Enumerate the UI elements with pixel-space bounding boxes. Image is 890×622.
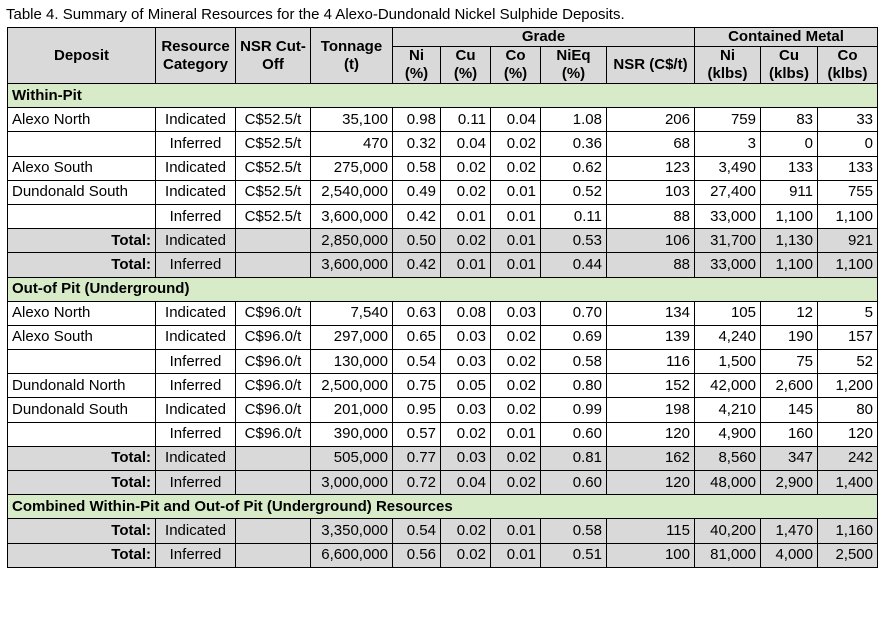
tonnage-cell: 3,000,000 (311, 471, 393, 495)
co-cell: 0.01 (491, 253, 541, 277)
cu-cell: 0.03 (441, 398, 491, 422)
ni-klbs-cell: 1,500 (695, 350, 761, 374)
nsr-cell: 123 (607, 156, 695, 180)
category-cell: Indicated (156, 398, 236, 422)
deposit-cell (8, 350, 156, 374)
table-row (8, 204, 878, 228)
co-klbs-cell: 242 (818, 446, 878, 470)
co-klbs-cell: 80 (818, 398, 878, 422)
nieq-cell: 0.70 (541, 301, 607, 325)
cutoff-cell: C$96.0/t (236, 325, 311, 349)
header-resource-category: Resource Category (156, 28, 236, 84)
co-klbs-cell: 5 (818, 301, 878, 325)
category-cell: Inferred (156, 132, 236, 156)
ni-cell: 0.65 (393, 325, 441, 349)
total-row (8, 543, 878, 567)
nsr-cell: 152 (607, 374, 695, 398)
table-row (8, 398, 878, 422)
cutoff-cell: C$52.5/t (236, 156, 311, 180)
cu-cell: 0.02 (441, 519, 491, 543)
category-cell: Indicated (156, 519, 236, 543)
co-cell: 0.02 (491, 398, 541, 422)
co-cell: 0.02 (491, 325, 541, 349)
nsr-cell: 206 (607, 108, 695, 132)
category-cell: Indicated (156, 229, 236, 253)
header-co-klbs: Co (klbs) (818, 47, 878, 84)
cutoff-cell (236, 446, 311, 470)
header-deposit: Deposit (8, 28, 156, 84)
header-nsr-cutoff: NSR Cut-Off (236, 28, 311, 84)
deposit-cell: Alexo South (8, 325, 156, 349)
co-klbs-cell: 33 (818, 108, 878, 132)
nsr-cell: 88 (607, 204, 695, 228)
cu-cell: 0.01 (441, 204, 491, 228)
ni-cell: 0.72 (393, 471, 441, 495)
co-cell: 0.01 (491, 204, 541, 228)
ni-cell: 0.42 (393, 253, 441, 277)
cu-cell: 0.02 (441, 180, 491, 204)
total-label: Total: (8, 253, 156, 277)
nsr-cell: 88 (607, 253, 695, 277)
table-body (8, 84, 878, 568)
table-row (8, 374, 878, 398)
nieq-cell: 0.62 (541, 156, 607, 180)
cutoff-cell (236, 543, 311, 567)
nsr-cell: 115 (607, 519, 695, 543)
nsr-cell: 139 (607, 325, 695, 349)
co-cell: 0.01 (491, 519, 541, 543)
cutoff-cell: C$96.0/t (236, 422, 311, 446)
co-klbs-cell: 1,100 (818, 253, 878, 277)
tonnage-cell: 2,850,000 (311, 229, 393, 253)
cutoff-cell: C$96.0/t (236, 350, 311, 374)
ni-klbs-cell: 759 (695, 108, 761, 132)
total-label: Total: (8, 471, 156, 495)
table-row (8, 422, 878, 446)
nsr-cell: 120 (607, 422, 695, 446)
nieq-cell: 0.60 (541, 471, 607, 495)
co-cell: 0.02 (491, 132, 541, 156)
total-row (8, 253, 878, 277)
tonnage-cell: 7,540 (311, 301, 393, 325)
section-title: Out-of Pit (Underground) (8, 277, 878, 301)
tonnage-cell: 3,600,000 (311, 204, 393, 228)
nsr-cell: 162 (607, 446, 695, 470)
tonnage-cell: 297,000 (311, 325, 393, 349)
header-ni-klbs: Ni (klbs) (695, 47, 761, 84)
deposit-cell: Alexo South (8, 156, 156, 180)
nsr-cell: 100 (607, 543, 695, 567)
category-cell: Indicated (156, 325, 236, 349)
ni-klbs-cell: 8,560 (695, 446, 761, 470)
co-cell: 0.03 (491, 301, 541, 325)
cu-klbs-cell: 1,100 (761, 204, 818, 228)
co-cell: 0.02 (491, 350, 541, 374)
cu-klbs-cell: 1,100 (761, 253, 818, 277)
category-cell: Indicated (156, 156, 236, 180)
ni-klbs-cell: 42,000 (695, 374, 761, 398)
ni-cell: 0.98 (393, 108, 441, 132)
category-cell: Inferred (156, 471, 236, 495)
cu-klbs-cell: 0 (761, 132, 818, 156)
cutoff-cell: C$52.5/t (236, 132, 311, 156)
co-klbs-cell: 2,500 (818, 543, 878, 567)
ni-cell: 0.54 (393, 519, 441, 543)
nsr-cell: 134 (607, 301, 695, 325)
cu-klbs-cell: 4,000 (761, 543, 818, 567)
category-cell: Inferred (156, 253, 236, 277)
nieq-cell: 0.69 (541, 325, 607, 349)
category-cell: Inferred (156, 204, 236, 228)
section-title: Within-Pit (8, 84, 878, 108)
cu-klbs-cell: 1,130 (761, 229, 818, 253)
cutoff-cell: C$96.0/t (236, 374, 311, 398)
table-row (8, 180, 878, 204)
header-co-pct: Co (%) (491, 47, 541, 84)
co-cell: 0.02 (491, 374, 541, 398)
co-cell: 0.04 (491, 108, 541, 132)
cu-klbs-cell: 83 (761, 108, 818, 132)
ni-cell: 0.95 (393, 398, 441, 422)
cu-klbs-cell: 347 (761, 446, 818, 470)
ni-cell: 0.58 (393, 156, 441, 180)
ni-cell: 0.57 (393, 422, 441, 446)
category-cell: Inferred (156, 350, 236, 374)
cu-klbs-cell: 133 (761, 156, 818, 180)
section-header-row (8, 277, 878, 301)
tonnage-cell: 505,000 (311, 446, 393, 470)
table-row (8, 132, 878, 156)
deposit-cell: Dundonald North (8, 374, 156, 398)
co-klbs-cell: 120 (818, 422, 878, 446)
table-row (8, 156, 878, 180)
cu-cell: 0.04 (441, 471, 491, 495)
header-cu-pct: Cu (%) (441, 47, 491, 84)
ni-cell: 0.63 (393, 301, 441, 325)
mineral-resources-table (7, 27, 878, 568)
ni-cell: 0.32 (393, 132, 441, 156)
tonnage-cell: 201,000 (311, 398, 393, 422)
header-contained-metal: Contained Metal (695, 28, 878, 47)
cu-cell: 0.02 (441, 156, 491, 180)
nsr-cell: 68 (607, 132, 695, 156)
cu-klbs-cell: 2,600 (761, 374, 818, 398)
nieq-cell: 0.53 (541, 229, 607, 253)
cutoff-cell: C$52.5/t (236, 180, 311, 204)
header-grade: Grade (393, 28, 695, 47)
total-row (8, 471, 878, 495)
nieq-cell: 0.80 (541, 374, 607, 398)
ni-klbs-cell: 31,700 (695, 229, 761, 253)
tonnage-cell: 470 (311, 132, 393, 156)
cu-cell: 0.02 (441, 229, 491, 253)
nieq-cell: 0.99 (541, 398, 607, 422)
tonnage-cell: 130,000 (311, 350, 393, 374)
cu-cell: 0.08 (441, 301, 491, 325)
tonnage-cell: 390,000 (311, 422, 393, 446)
co-klbs-cell: 52 (818, 350, 878, 374)
section-header-row (8, 84, 878, 108)
co-klbs-cell: 0 (818, 132, 878, 156)
category-cell: Inferred (156, 374, 236, 398)
cutoff-cell: C$96.0/t (236, 398, 311, 422)
category-cell: Inferred (156, 422, 236, 446)
co-cell: 0.01 (491, 180, 541, 204)
cutoff-cell (236, 519, 311, 543)
cu-cell: 0.11 (441, 108, 491, 132)
ni-klbs-cell: 48,000 (695, 471, 761, 495)
tonnage-cell: 3,350,000 (311, 519, 393, 543)
tonnage-cell: 2,500,000 (311, 374, 393, 398)
header-nieq-pct: NiEq (%) (541, 47, 607, 84)
cu-cell: 0.04 (441, 132, 491, 156)
tonnage-cell: 275,000 (311, 156, 393, 180)
ni-cell: 0.54 (393, 350, 441, 374)
ni-klbs-cell: 3,490 (695, 156, 761, 180)
category-cell: Indicated (156, 446, 236, 470)
tonnage-cell: 6,600,000 (311, 543, 393, 567)
co-klbs-cell: 133 (818, 156, 878, 180)
co-klbs-cell: 1,160 (818, 519, 878, 543)
ni-klbs-cell: 81,000 (695, 543, 761, 567)
cutoff-cell: C$96.0/t (236, 301, 311, 325)
header-nsr: NSR (C$/t) (607, 47, 695, 84)
ni-klbs-cell: 4,900 (695, 422, 761, 446)
co-cell: 0.01 (491, 543, 541, 567)
category-cell: Inferred (156, 543, 236, 567)
tonnage-cell: 35,100 (311, 108, 393, 132)
ni-klbs-cell: 105 (695, 301, 761, 325)
header-ni-pct: Ni (%) (393, 47, 441, 84)
cu-klbs-cell: 12 (761, 301, 818, 325)
ni-klbs-cell: 4,210 (695, 398, 761, 422)
nsr-cell: 120 (607, 471, 695, 495)
cu-klbs-cell: 145 (761, 398, 818, 422)
nieq-cell: 0.58 (541, 350, 607, 374)
nieq-cell: 0.60 (541, 422, 607, 446)
cu-klbs-cell: 1,470 (761, 519, 818, 543)
co-klbs-cell: 1,400 (818, 471, 878, 495)
ni-klbs-cell: 40,200 (695, 519, 761, 543)
nsr-cell: 116 (607, 350, 695, 374)
cu-cell: 0.01 (441, 253, 491, 277)
total-row (8, 229, 878, 253)
ni-klbs-cell: 4,240 (695, 325, 761, 349)
ni-cell: 0.77 (393, 446, 441, 470)
category-cell: Indicated (156, 180, 236, 204)
nieq-cell: 1.08 (541, 108, 607, 132)
ni-cell: 0.49 (393, 180, 441, 204)
ni-cell: 0.75 (393, 374, 441, 398)
co-cell: 0.02 (491, 156, 541, 180)
ni-cell: 0.42 (393, 204, 441, 228)
total-row (8, 519, 878, 543)
tonnage-cell: 3,600,000 (311, 253, 393, 277)
co-cell: 0.01 (491, 229, 541, 253)
nieq-cell: 0.44 (541, 253, 607, 277)
ni-klbs-cell: 33,000 (695, 253, 761, 277)
nsr-cell: 106 (607, 229, 695, 253)
total-label: Total: (8, 229, 156, 253)
co-klbs-cell: 157 (818, 325, 878, 349)
co-cell: 0.02 (491, 471, 541, 495)
cu-cell: 0.03 (441, 446, 491, 470)
nieq-cell: 0.51 (541, 543, 607, 567)
nieq-cell: 0.11 (541, 204, 607, 228)
co-klbs-cell: 921 (818, 229, 878, 253)
section-header-row (8, 495, 878, 519)
header-cu-klbs: Cu (klbs) (761, 47, 818, 84)
tonnage-cell: 2,540,000 (311, 180, 393, 204)
cutoff-cell (236, 471, 311, 495)
co-klbs-cell: 755 (818, 180, 878, 204)
co-cell: 0.01 (491, 422, 541, 446)
section-title: Combined Within-Pit and Out-of Pit (Underground) Resources (8, 495, 878, 519)
cu-cell: 0.05 (441, 374, 491, 398)
cutoff-cell (236, 253, 311, 277)
category-cell: Indicated (156, 108, 236, 132)
deposit-cell (8, 204, 156, 228)
ni-klbs-cell: 27,400 (695, 180, 761, 204)
cutoff-cell: C$52.5/t (236, 108, 311, 132)
deposit-cell: Alexo North (8, 301, 156, 325)
total-label: Total: (8, 446, 156, 470)
ni-cell: 0.50 (393, 229, 441, 253)
deposit-cell: Dundonald South (8, 398, 156, 422)
deposit-cell (8, 132, 156, 156)
ni-cell: 0.56 (393, 543, 441, 567)
table-row (8, 108, 878, 132)
deposit-cell: Dundonald South (8, 180, 156, 204)
cu-klbs-cell: 911 (761, 180, 818, 204)
total-label: Total: (8, 519, 156, 543)
total-row (8, 446, 878, 470)
cutoff-cell: C$52.5/t (236, 204, 311, 228)
cu-klbs-cell: 160 (761, 422, 818, 446)
ni-klbs-cell: 33,000 (695, 204, 761, 228)
header-tonnage: Tonnage (t) (311, 28, 393, 84)
table-caption: Table 4. Summary of Mineral Resources for the 4 Alexo-Dundonald Nickel Sulphide Deposits. (6, 6, 625, 23)
deposit-cell (8, 422, 156, 446)
total-label: Total: (8, 543, 156, 567)
nieq-cell: 0.36 (541, 132, 607, 156)
cu-klbs-cell: 75 (761, 350, 818, 374)
cu-klbs-cell: 2,900 (761, 471, 818, 495)
nieq-cell: 0.52 (541, 180, 607, 204)
co-cell: 0.02 (491, 446, 541, 470)
ni-klbs-cell: 3 (695, 132, 761, 156)
nieq-cell: 0.81 (541, 446, 607, 470)
table-row (8, 350, 878, 374)
table-row (8, 301, 878, 325)
co-klbs-cell: 1,100 (818, 204, 878, 228)
cu-cell: 0.02 (441, 543, 491, 567)
nsr-cell: 103 (607, 180, 695, 204)
cu-klbs-cell: 190 (761, 325, 818, 349)
cu-cell: 0.03 (441, 350, 491, 374)
cutoff-cell (236, 229, 311, 253)
nieq-cell: 0.58 (541, 519, 607, 543)
deposit-cell: Alexo North (8, 108, 156, 132)
table-row (8, 325, 878, 349)
nsr-cell: 198 (607, 398, 695, 422)
category-cell: Indicated (156, 301, 236, 325)
cu-cell: 0.03 (441, 325, 491, 349)
cu-cell: 0.02 (441, 422, 491, 446)
co-klbs-cell: 1,200 (818, 374, 878, 398)
